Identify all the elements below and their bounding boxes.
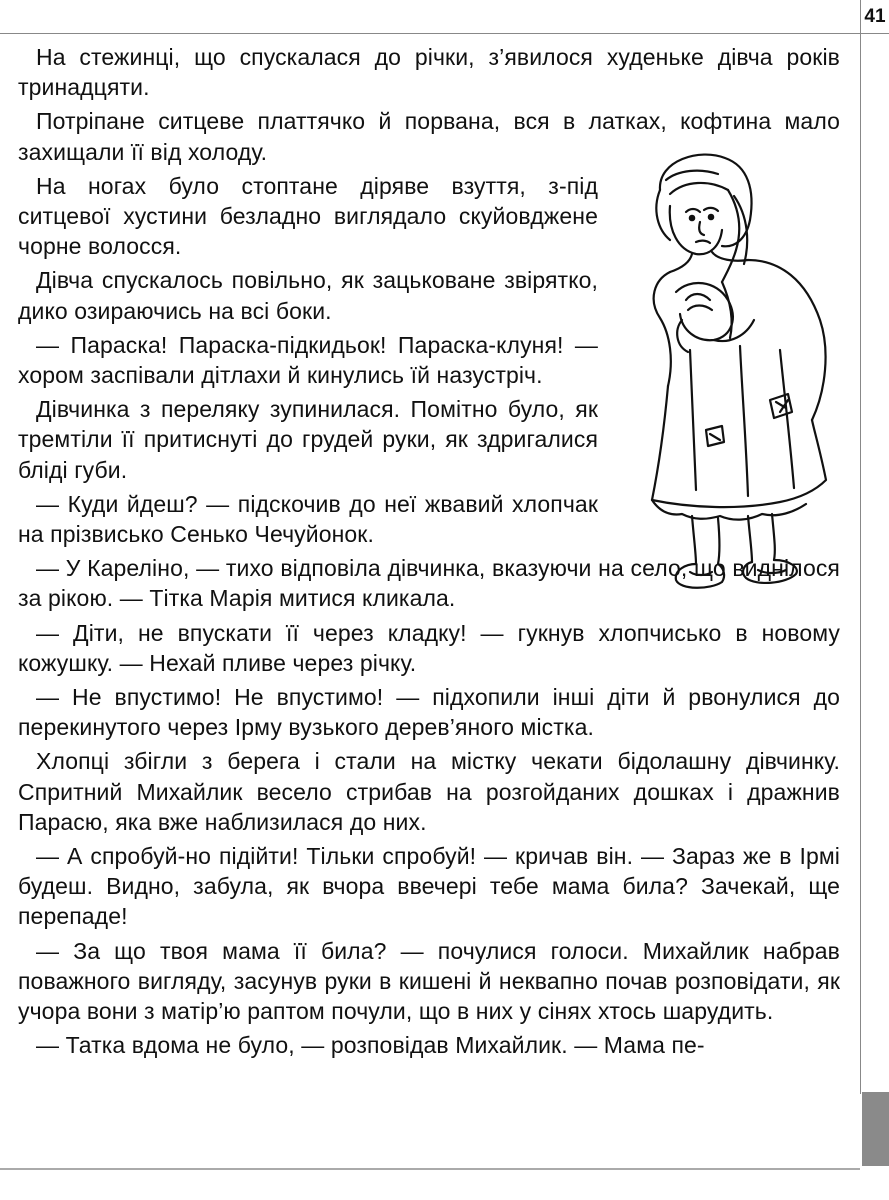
top-rule [0,33,860,34]
paragraph: — Параска! Параска-підкидьок! Параска-клуня! — хором заспівали дітлахи й кинулись їй назустріч. [18,331,598,389]
paragraph: Дівча спускалось повільно, як зацьковане звірятко, дико озираючись на всі боки. [18,267,598,324]
paragraph: — Діти, не впускати її через кладку! — гукнув хлопчисько в новому кожушку. — Нехай пливе через річку. [18,619,840,676]
paragraph: На стежинці, що спускалася до річки, з’явилося худеньке дівча років тринадцяти. [18,44,840,101]
paragraph: — Куди йдеш? — підскочив до неї жвавий хлопчак на прізвисько Сенько Чечуйонок. [18,490,598,548]
paragraph: — За що твоя мама її била? — почулися голоси. Михайлик набрав поважного вигляду, засунув руки в кишені й неквапно почав розповідати, як учора вони з матір’ю раптом почули, що в них у сінях хтось шарудить. [18,937,840,1025]
paragraph: На ногах було стоптане діряве взуття, з-під ситцевої хустини безладно виглядало скуйовджене чорне волосся. [18,172,598,260]
paragraph: — А спробуй-но підійти! Тільки спробуй! — кричав він. — Зараз же в Ірмі будеш. Видно, забула, як вчора ввечері тебе мама била? Зачекай, ще перепаде! [18,843,840,930]
page-number: 41 [860,0,889,34]
paragraph: Потріпане ситцеве платтячко й порвана, вся в латках, кофтина мало захищали її від холоду. [18,108,840,165]
bottom-rule [0,1168,860,1170]
page-corner-marker [862,1092,889,1166]
paragraph: Хлопці збігли з берега і стали на містку чекати бідолашну дівчинку. Спритний Михайлик весело стрибав на розгойданих дошках і дражнив Парасю, яка вже наблизилася до них. [18,748,840,835]
paragraph: — Не впустимо! Не впустимо! — підхопили інші діти й рвонулися до перекинутого через Ірму вузького дерев’яного містка. [18,684,840,741]
right-margin-rule [860,34,861,1094]
paragraph: — Татка вдома не було, — розповідав Михайлик. — Мама пе- [36,1032,705,1059]
paragraph: Дівчинка з переляку зупинилася. Помітно було, як тремтіли її притиснуті до грудей руки, як здригалися бліді губи. [18,396,598,483]
girl-illustration [630,150,842,595]
paragraph: — У Кареліно, — тихо відповіла дівчинка, вказуючи на село, що виднілося за рікою. — Тітка Марія митися кликала. [18,555,840,612]
